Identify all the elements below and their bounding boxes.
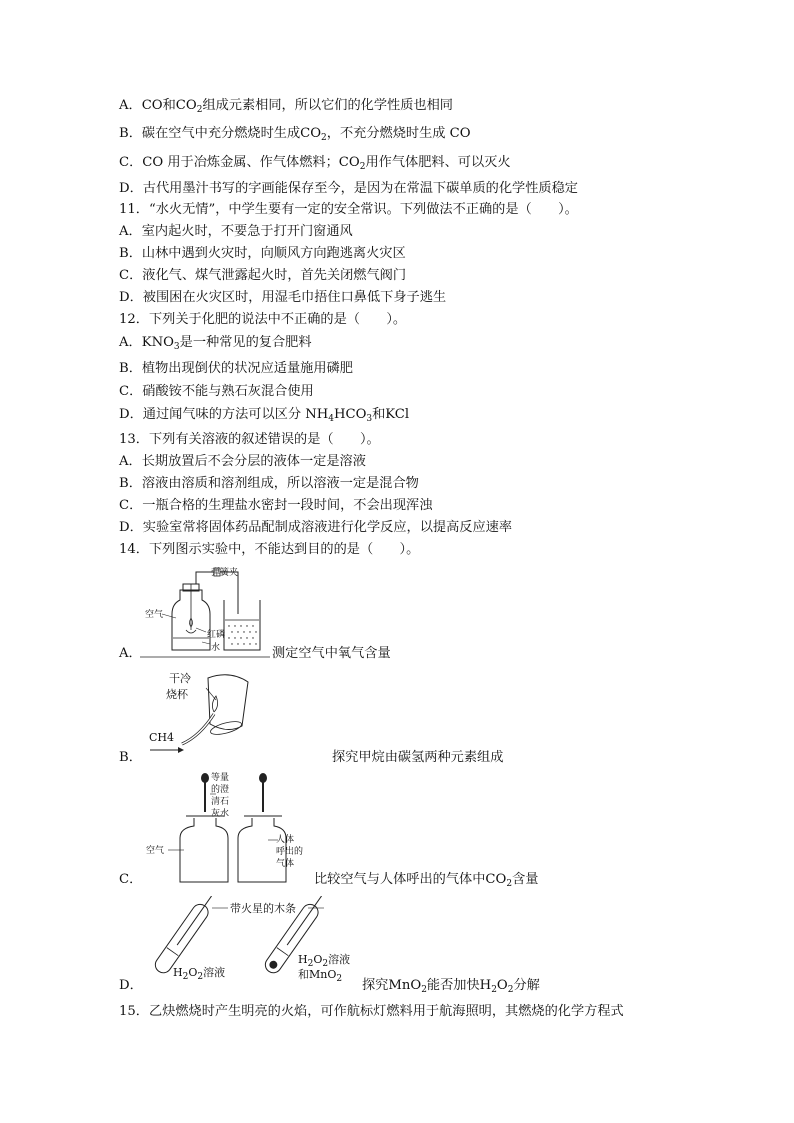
q12-option-c: C．硝酸铵不能与熟石灰混合使用 <box>119 384 314 399</box>
q11-option-b: B．山林中遇到火灾时，向顺风方向跑逃离火灾区 <box>119 246 406 261</box>
co2-comparison-apparatus <box>150 770 310 888</box>
q14-stem: 14．下列图示实验中，不能达到目的的是（ ）。 <box>119 542 420 557</box>
label-glowing-splint: 带火星的木条 <box>230 902 296 915</box>
q12-option-d: D．通过闻气味的方法可以区分 $NH_4HCO_3$和KCl <box>119 407 410 424</box>
q11-option-c: C．液化气、煤气泄露起火时，首先关闭燃气阀门 <box>119 268 407 283</box>
q11-option-a: A．室内起火时，不要急于打开门窗通风 <box>119 224 353 239</box>
q10-option-a: A．CO和$CO_2$组成元素相同，所以它们的化学性质也相同 <box>119 98 453 115</box>
q12-option-b: B．植物出现倒伏的状况应适量施用磷肥 <box>119 361 353 376</box>
label-exhaled-group <box>276 834 303 870</box>
label-water: 水 <box>211 643 221 653</box>
q14-option-d-letter: D． <box>119 978 143 993</box>
label-ch4: CH4 <box>149 731 175 744</box>
label-limewater-1: 等量 <box>211 773 230 783</box>
label-exhaled-2: 呼出的 <box>276 847 304 857</box>
label-limewater-3: 清石 <box>211 797 230 807</box>
q14-option-a-letter: A． <box>119 646 142 661</box>
q12-option-a: A．$KNO_3$是一种常见的复合肥料 <box>119 335 312 352</box>
label-dry-cold: 干冷 <box>169 672 191 685</box>
q13-option-b: B．溶液由溶质和溶剂组成，所以溶液一定是混合物 <box>119 476 419 491</box>
label-red-phosphorus: 红磷 <box>207 630 226 640</box>
label-beaker: 烧杯 <box>166 688 188 701</box>
q14-option-b-caption: 探究甲烷由碳氢两种元素组成 <box>332 750 504 765</box>
q10-option-d: D．古代用墨汁书写的字画能保存至今，是因为在常温下碳单质的化学性质稳定 <box>119 181 578 196</box>
label-limewater-group <box>211 772 229 820</box>
label-h2o2-solution: $H_2O_2$溶液 <box>173 966 226 982</box>
label-h2o2-mno2-1: $H_2O_2$溶液 <box>298 953 351 969</box>
q15-stem: 15．乙炔燃烧时产生明亮的火焰，可作航标灯燃料用于航海照明，其燃烧的化学方程式 <box>119 1004 624 1019</box>
label-limewater-4: 灰水 <box>211 809 230 819</box>
label-limewater-2: 的澄 <box>211 785 230 795</box>
q14-option-c-letter: C． <box>119 872 143 887</box>
q10-option-c: C．CO 用于冶炼金属、作气体燃料；$CO_2$用作气体肥料、可以灭火 <box>119 155 511 172</box>
q13-option-d: D．实验室常将固体药品配制成溶液进行化学反应，以提高反应速率 <box>119 520 513 535</box>
q14-option-d-caption: 探究MnO$_2$能否加快$H_2O_2$分解 <box>362 978 540 995</box>
q11-option-d: D．被围困在火灾区时，用湿毛巾捂住口鼻低下身子逃生 <box>119 290 447 305</box>
q13-option-a: A．长期放置后不会分层的液体一定是溶液 <box>119 454 366 469</box>
label-spring-clip: 弹簧夹 <box>211 568 239 578</box>
q11-stem: 11．“水火无情”，中学生要有一定的安全常识。下列做法不正确的是（ ）。 <box>119 202 578 217</box>
label-air: 空气 <box>145 610 164 620</box>
label-h2o2-mno2-2: 和MnO$_2$ <box>298 968 343 984</box>
q13-option-c: C．一瓶合格的生理盐水密封一段时间，不会出现浑浊 <box>119 498 433 513</box>
q13-stem: 13．下列有关溶液的叙述错误的是（ ）。 <box>119 432 380 447</box>
methane-combustion-apparatus <box>148 666 258 766</box>
q10-option-b: B．碳在空气中充分燃烧时生成$CO_2$，不充分燃烧时生成 CO <box>119 126 471 143</box>
q14-option-c-caption: 比较空气与人体呼出的气体中$CO_2$含量 <box>314 872 539 889</box>
q14-option-b-letter: B． <box>119 750 142 765</box>
q12-stem: 12．下列关于化肥的说法中不正确的是（ ）。 <box>119 312 407 327</box>
label-exhaled-3: 气体 <box>276 859 295 869</box>
label-h2o2-mno2 <box>298 952 350 982</box>
q14-option-a-caption: 测定空气中氧气含量 <box>272 646 391 661</box>
label-air-c: 空气 <box>146 846 165 856</box>
label-exhaled-1: 人体 <box>276 835 295 845</box>
